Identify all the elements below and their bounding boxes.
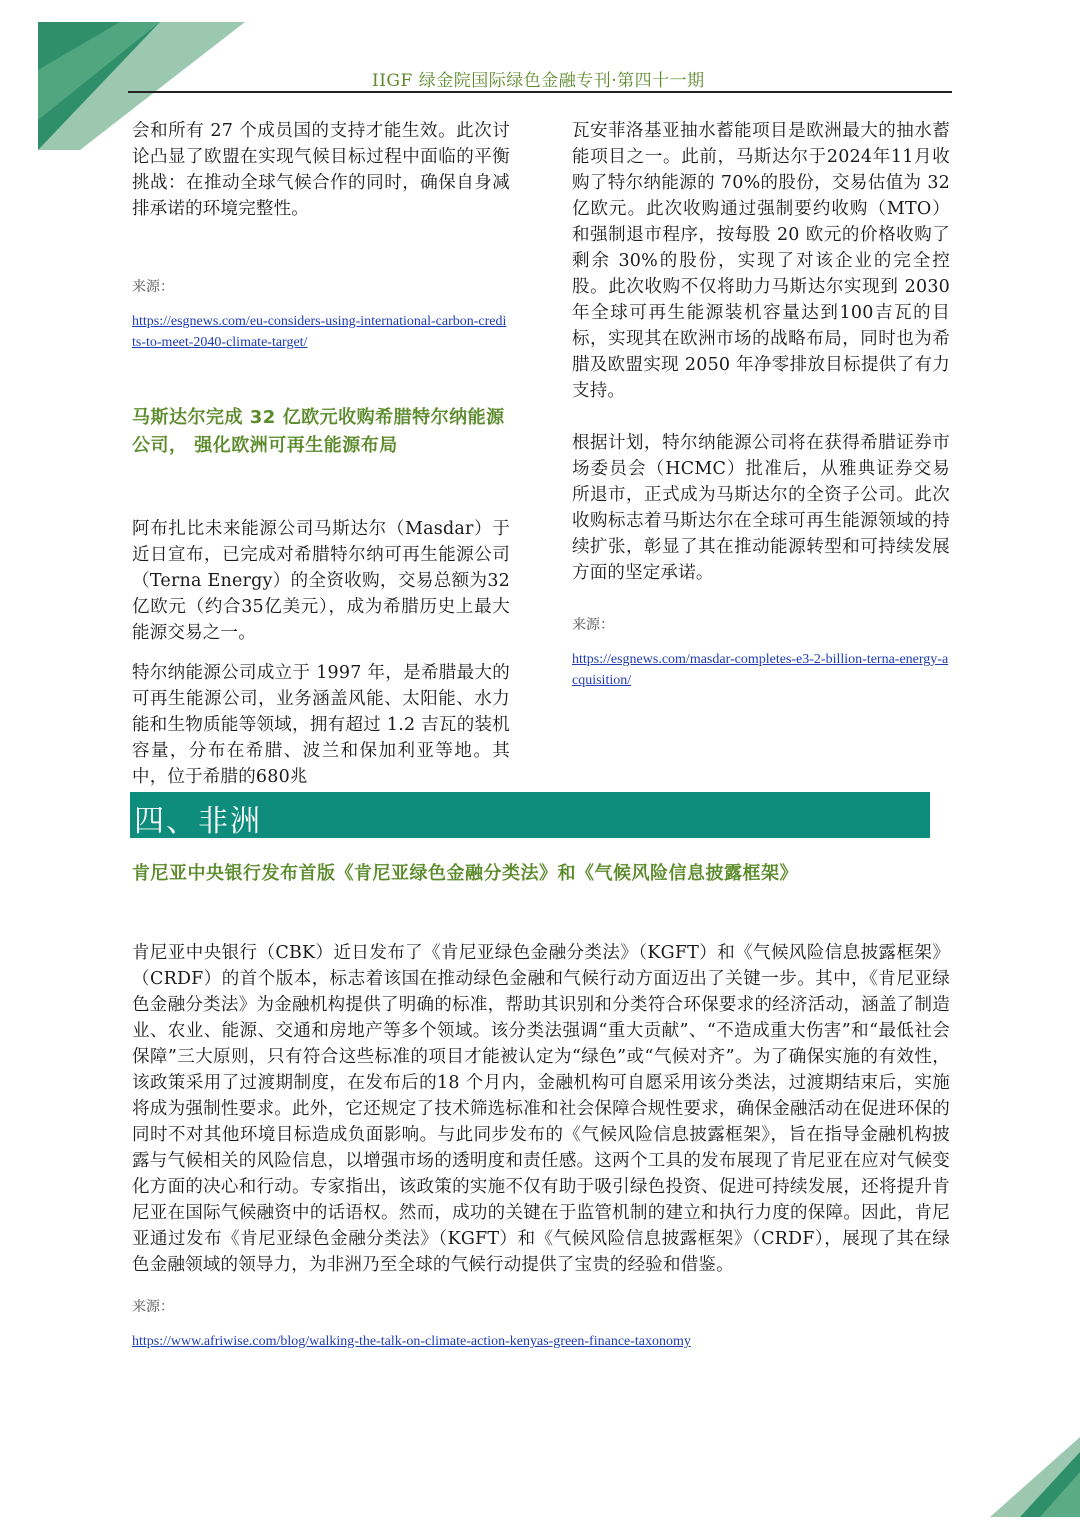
- article-title-kenya: 肯尼亚中央银行发布首版《肯尼亚绿色金融分类法》和《气候风险信息披露框架》: [132, 863, 798, 884]
- masdar-paragraph-3: 瓦安菲洛基亚抽水蓄能项目是欧洲最大的抽水蓄能项目之一。此前，马斯达尔于2024年11月收购了特尔纳能源的 70%的股份，交易估值为 32 亿欧元。此次收购通过强制要约收购（MTO）和强制退市程序，按每股 20 欧元的价格收购了剩余 30%的股份，实现了对该企业的完全控股。此次收购不仅将助力马斯达尔实现到 2030 年全球可再生能源装机容量达到100吉瓦的目标，实现其在欧洲市场的战略布局，同时也为希腊及欧盟实现 2050 年净零排放目标提供了有力支持。: [572, 121, 950, 401]
- masdar-paragraph-1: 阿布扎比未来能源公司马斯达尔（Masdar）于近日宣布，已完成对希腊特尔纳可再生能源公司（Terna Energy）的全资收购，交易总额为32亿欧元（约合35亿美元），成为希腊历史上最大能源交易之一。: [132, 519, 510, 643]
- intro-paragraph: 会和所有 27 个成员国的支持才能生效。此次讨论凸显了欧盟在实现气候目标过程中面临的平衡挑战：在推动全球气候合作的同时，确保自身减排承诺的环境完整性。: [132, 121, 510, 219]
- kenya-body-paragraph: 肯尼亚中央银行（CBK）近日发布了《肯尼亚绿色金融分类法》（KGFT）和《气候风险信息披露框架》（CRDF）的首个版本，标志着该国在推动绿色金融和气候行动方面迈出了关键一步。其中，《肯尼亚绿色金融分类法》为金融机构提供了明确的标准，帮助其识别和分类符合环保要求的经济活动，涵盖了制造业、农业、能源、交通和房地产等多个领域。该分类法强调“重大贡献”、“不造成重大伤害”和“最低社会保障”三大原则，只有符合这些标准的项目才能被认定为“绿色”或“气候对齐”。为了确保实施的有效性，该政策采用了过渡期制度，在发布后的18 个月内，金融机构可自愿采用该分类法，过渡期结束后，实施将成为强制性要求。此外，它还规定了技术筛选标准和社会保障合规性要求，确保金融活动在促进环保的同时不对其他环境目标造成负面影响。与此同步发布的《气候风险信息披露框架》，旨在指导金融机构披露与气候相关的风险信息，以增强市场的透明度和责任感。这两个工具的发布展现了肯尼亚在应对气候变化方面的决心和行动。专家指出，该政策的实施不仅有助于吸引绿色投资、促进可持续发展，还将提升肯尼亚在国际气候融资中的话语权。然而，成功的关键在于监管机制的建立和执行力度的保障。因此，肯尼亚通过发布《肯尼亚绿色金融分类法》（KGFT）和《气候风险信息披露框架》（CRDF），展现了其在绿色金融领域的领导力，为非洲乃至全球的气候行动提供了宝贵的经验和借鉴。: [132, 943, 950, 1275]
- source-label: 来源：: [132, 1299, 174, 1315]
- source-link[interactable]: https://esgnews.com/eu-considers-using-international-carbon-credits-to-meet-2040-climate-target/: [132, 314, 507, 350]
- page-header-title: IIGF 绿金院国际绿色金融专刊·第四十一期: [372, 71, 705, 91]
- source-label: 来源：: [132, 279, 174, 295]
- source-label: 来源：: [572, 617, 614, 633]
- masdar-paragraph-4: 根据计划，特尔纳能源公司将在获得希腊证券市场委员会（HCMC）批准后，从雅典证券交易所退市，正式成为马斯达尔的全资子公司。此次收购标志着马斯达尔在全球可再生能源领域的持续扩张，彰显了其在推动能源转型和可持续发展方面的坚定承诺。: [572, 433, 950, 583]
- article-title-masdar: 马斯达尔完成 32 亿欧元收购希腊特尔纳能源公司， 强化欧洲可再生能源布局: [132, 407, 505, 456]
- source-link[interactable]: https://esgnews.com/masdar-completes-e3-2-billion-terna-energy-acquisition/: [572, 652, 949, 688]
- header-divider: [128, 91, 952, 93]
- left-column: [132, 118, 510, 790]
- corner-decoration-bottom-right: [980, 1427, 1080, 1527]
- right-column: [572, 118, 950, 690]
- africa-article: [132, 860, 950, 1351]
- masdar-paragraph-2: 特尔纳能源公司成立于 1997 年，是希腊最大的可再生能源公司，业务涵盖风能、太阳能、水力能和生物质能等领域，拥有超过 1.2 吉瓦的装机容量，分布在希腊、波兰和保加利亚等地。其中，位于希腊的680兆: [132, 663, 510, 787]
- section-heading-text: 四、非洲: [134, 804, 262, 839]
- source-link[interactable]: https://www.afriwise.com/blog/walking-the-talk-on-climate-action-kenyas-green-finance-taxonomy: [132, 1334, 691, 1349]
- section-heading-africa: [130, 792, 930, 838]
